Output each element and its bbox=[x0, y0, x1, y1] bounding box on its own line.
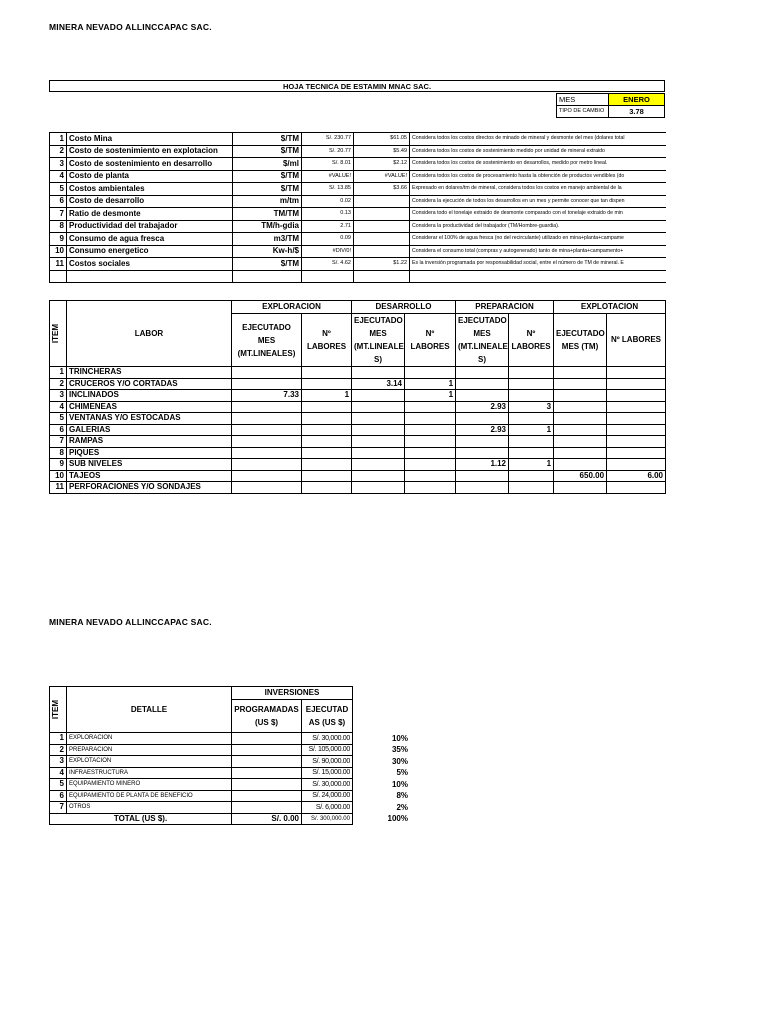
labor-value-d2[interactable] bbox=[405, 470, 456, 482]
param-description: Es la inversión programada por responsabilidad social, entre el número de TM de mineral. E bbox=[410, 258, 666, 271]
inv-percent: 2% bbox=[396, 802, 408, 812]
param-row bbox=[50, 258, 666, 271]
labor-number: 1 bbox=[50, 367, 67, 379]
param-value-sol[interactable]: S/. 20.77 bbox=[302, 145, 354, 158]
param-value-sol[interactable]: S/. 4.62 bbox=[302, 258, 354, 271]
exploracion-ejecutado-header: EJECUTADO MES (MT.LINEALES) bbox=[232, 314, 302, 367]
inv-percent: 10% bbox=[391, 779, 408, 789]
labor-value-d1[interactable] bbox=[352, 424, 405, 436]
labor-name: TRINCHERAS bbox=[67, 367, 232, 379]
labor-name: TAJEOS bbox=[67, 470, 232, 482]
labor-number: 8 bbox=[50, 447, 67, 459]
tipo-cambio-value[interactable]: 3.78 bbox=[609, 106, 665, 118]
labor-value-e1[interactable] bbox=[232, 401, 302, 413]
labor-value-p1[interactable] bbox=[456, 413, 509, 425]
param-value-usd[interactable] bbox=[354, 233, 410, 246]
labor-value-p1[interactable]: 2.93 bbox=[456, 424, 509, 436]
blank-cell bbox=[354, 270, 410, 283]
sheet-title: HOJA TECNICA DE ESTAMIN MNAC SAC. bbox=[49, 80, 665, 92]
inv-name: EQUIPAMIENTO DE PLANTA DE BENEFICIO bbox=[67, 790, 232, 802]
labor-value-d2[interactable] bbox=[405, 424, 456, 436]
param-unit: TM/h-gdia bbox=[233, 220, 302, 233]
param-value-usd[interactable]: $3.66 bbox=[354, 183, 410, 196]
inv-number: 3 bbox=[50, 756, 67, 768]
pct-row bbox=[352, 779, 410, 791]
param-description: Considera el consumo total (compras y autogenerado) tanto de mina+planta+campamento+ bbox=[410, 245, 666, 258]
labor-value-e1[interactable] bbox=[232, 424, 302, 436]
blank-cell bbox=[410, 270, 666, 283]
param-name: Costo de planta bbox=[67, 170, 233, 183]
labor-row bbox=[50, 378, 666, 390]
labor-value-p1[interactable] bbox=[456, 447, 509, 459]
inv-name: PREPARACION bbox=[67, 744, 232, 756]
labor-value-d2[interactable] bbox=[405, 401, 456, 413]
inv-programadas[interactable] bbox=[232, 790, 302, 802]
labor-value-p1[interactable]: 2.93 bbox=[456, 401, 509, 413]
labor-row bbox=[50, 413, 666, 425]
inv-programadas[interactable] bbox=[232, 744, 302, 756]
inv-row bbox=[50, 756, 353, 768]
labor-name: PIQUES bbox=[67, 447, 232, 459]
inv-name: INFRAESTRUCTURA bbox=[67, 767, 232, 779]
labor-value-e2[interactable] bbox=[302, 482, 352, 494]
labor-row bbox=[50, 367, 666, 379]
labor-value-p2[interactable]: 3 bbox=[509, 401, 554, 413]
blank-cell bbox=[302, 270, 354, 283]
labor-value-d1[interactable] bbox=[352, 413, 405, 425]
inv-row bbox=[50, 779, 353, 791]
inv-row bbox=[50, 767, 353, 779]
inv-row bbox=[50, 744, 353, 756]
labor-value-e2[interactable] bbox=[302, 447, 352, 459]
labor-value-d1[interactable]: 3.14 bbox=[352, 378, 405, 390]
labor-value-x2[interactable] bbox=[607, 436, 666, 448]
labor-value-p2[interactable] bbox=[509, 367, 554, 379]
param-row bbox=[50, 145, 666, 158]
param-unit: m/tm bbox=[233, 195, 302, 208]
labor-header: LABOR bbox=[67, 301, 232, 367]
param-unit: $/TM bbox=[233, 170, 302, 183]
mes-label: MES bbox=[557, 94, 609, 106]
mes-table bbox=[556, 93, 665, 118]
labor-value-x2[interactable]: 6.00 bbox=[607, 470, 666, 482]
labor-name: CHIMENEAS bbox=[67, 401, 232, 413]
param-description: Considera la productividad del trabajador (TM/Hombre-guardia). bbox=[410, 220, 666, 233]
labor-value-x1[interactable] bbox=[554, 447, 607, 459]
group-desarrollo: DESARROLLO bbox=[352, 301, 456, 314]
labor-value-e1[interactable]: 7.33 bbox=[232, 390, 302, 402]
labor-value-x1[interactable] bbox=[554, 436, 607, 448]
labor-value-e1[interactable] bbox=[232, 378, 302, 390]
labor-number: 10 bbox=[50, 470, 67, 482]
param-value-usd[interactable] bbox=[354, 208, 410, 221]
labor-value-e2[interactable]: 1 bbox=[302, 390, 352, 402]
param-unit: $/TM bbox=[233, 133, 302, 146]
param-number: 8 bbox=[50, 220, 67, 233]
param-name: Costo de desarrollo bbox=[67, 195, 233, 208]
param-value-sol[interactable]: 2.71 bbox=[302, 220, 354, 233]
labor-value-x1[interactable] bbox=[554, 413, 607, 425]
labor-value-p1[interactable] bbox=[456, 367, 509, 379]
inv-percent: 35% bbox=[391, 745, 408, 755]
param-value-sol[interactable]: #DIV/0! bbox=[302, 245, 354, 258]
param-number: 3 bbox=[50, 158, 67, 171]
inv-programadas[interactable] bbox=[232, 756, 302, 768]
labor-name: PERFORACIONES Y/O SONDAJES bbox=[67, 482, 232, 494]
param-name: Costos ambientales bbox=[67, 183, 233, 196]
param-number: 6 bbox=[50, 195, 67, 208]
labor-row bbox=[50, 459, 666, 471]
labor-row bbox=[50, 482, 666, 494]
inv-name: EXPLOTACION bbox=[67, 756, 232, 768]
param-row bbox=[50, 158, 666, 171]
labor-value-e1[interactable] bbox=[232, 413, 302, 425]
labor-number: 5 bbox=[50, 413, 67, 425]
param-name: Consumo de agua fresca bbox=[67, 233, 233, 246]
labor-number: 7 bbox=[50, 436, 67, 448]
labor-name: INCLINADOS bbox=[67, 390, 232, 402]
labor-name: RAMPAS bbox=[67, 436, 232, 448]
company-name: MINERA NEVADO ALLINCCAPAC SAC. bbox=[49, 22, 212, 32]
param-value-usd[interactable]: $1.22 bbox=[354, 258, 410, 271]
labor-value-x1[interactable] bbox=[554, 459, 607, 471]
param-number: 7 bbox=[50, 208, 67, 221]
param-number: 10 bbox=[50, 245, 67, 258]
inv-ejecutadas[interactable]: S/. 90,000.00 bbox=[302, 756, 353, 768]
inv-number: 2 bbox=[50, 744, 67, 756]
inv-ejecutadas[interactable]: S/. 105,000.00 bbox=[302, 744, 353, 756]
labor-value-d2[interactable] bbox=[405, 367, 456, 379]
param-value-usd[interactable] bbox=[354, 195, 410, 208]
inv-row bbox=[50, 790, 353, 802]
labor-value-x1[interactable] bbox=[554, 378, 607, 390]
param-number: 1 bbox=[50, 133, 67, 146]
param-value-usd[interactable] bbox=[354, 220, 410, 233]
inv-ejecutadas[interactable]: S/. 24,000.00 bbox=[302, 790, 353, 802]
inv-ejecutadas[interactable]: S/. 30,000.00 bbox=[302, 779, 353, 791]
param-number: 2 bbox=[50, 145, 67, 158]
explotacion-ejecutado-header: EJECUTADO MES (TM) bbox=[554, 314, 607, 367]
labor-name: GALERIAS bbox=[67, 424, 232, 436]
param-row bbox=[50, 170, 666, 183]
labor-row bbox=[50, 424, 666, 436]
labor-value-d1[interactable] bbox=[352, 401, 405, 413]
inv-percent: 8% bbox=[396, 791, 408, 801]
group-preparacion: PREPARACION bbox=[456, 301, 554, 314]
labor-value-d1[interactable] bbox=[352, 459, 405, 471]
labor-value-x1[interactable] bbox=[554, 482, 607, 494]
param-description: Considera todos los costos de procesamiento hasta la obtención de productos vendibles (do bbox=[410, 170, 666, 183]
params-table bbox=[49, 132, 666, 283]
labor-value-p2[interactable] bbox=[509, 482, 554, 494]
param-row bbox=[50, 220, 666, 233]
param-number: 5 bbox=[50, 183, 67, 196]
param-unit: Kw-h/$ bbox=[233, 245, 302, 258]
labor-value-e1[interactable] bbox=[232, 459, 302, 471]
param-row bbox=[50, 183, 666, 196]
param-value-sol[interactable]: S/. 13.85 bbox=[302, 183, 354, 196]
inv-percent: 5% bbox=[396, 768, 408, 778]
labor-value-d2[interactable] bbox=[405, 413, 456, 425]
inv-ejecutadas[interactable]: S/. 15,000.00 bbox=[302, 767, 353, 779]
labor-value-p2[interactable] bbox=[509, 470, 554, 482]
inversiones-table bbox=[49, 686, 353, 825]
param-value-usd[interactable]: $2.12 bbox=[354, 158, 410, 171]
labor-value-e1[interactable] bbox=[232, 447, 302, 459]
inv-programadas[interactable] bbox=[232, 802, 302, 814]
inv-row bbox=[50, 802, 353, 814]
explotacion-labores-header: Nº LABORES bbox=[607, 314, 666, 367]
labor-value-x2[interactable] bbox=[607, 401, 666, 413]
param-row bbox=[50, 245, 666, 258]
inv-total-programadas: S/. 0.00 bbox=[232, 813, 302, 825]
inv-number: 7 bbox=[50, 802, 67, 814]
inv-ejecutadas[interactable]: S/. 6,000.00 bbox=[302, 802, 353, 814]
labor-value-e1[interactable] bbox=[232, 436, 302, 448]
labor-value-d2[interactable] bbox=[405, 459, 456, 471]
inv-number: 4 bbox=[50, 767, 67, 779]
param-unit: $/TM bbox=[233, 145, 302, 158]
pct-row bbox=[352, 802, 410, 814]
exploracion-labores-header: Nº LABORES bbox=[302, 314, 352, 367]
labor-row bbox=[50, 447, 666, 459]
labor-row bbox=[50, 436, 666, 448]
inv-name: EXPLORACION bbox=[67, 733, 232, 745]
param-value-usd[interactable] bbox=[354, 245, 410, 258]
param-value-sol[interactable]: S/. 8.01 bbox=[302, 158, 354, 171]
param-row bbox=[50, 233, 666, 246]
labor-row bbox=[50, 401, 666, 413]
inv-name: OTROS bbox=[67, 802, 232, 814]
param-row bbox=[50, 195, 666, 208]
labor-value-p1[interactable] bbox=[456, 482, 509, 494]
labor-value-e2[interactable] bbox=[302, 378, 352, 390]
inv-group-header: INVERSIONES bbox=[232, 687, 353, 700]
labor-number: 11 bbox=[50, 482, 67, 494]
labor-value-x2[interactable] bbox=[607, 459, 666, 471]
inv-number: 6 bbox=[50, 790, 67, 802]
blank-cell bbox=[50, 270, 67, 283]
param-description: Considera la ejecución de todos los desarrollos en un mes y permite conocer que tan dispen bbox=[410, 195, 666, 208]
labor-value-e2[interactable] bbox=[302, 424, 352, 436]
labor-number: 6 bbox=[50, 424, 67, 436]
labor-value-d1[interactable] bbox=[352, 436, 405, 448]
pct-row bbox=[352, 733, 410, 745]
inv-percent: 10% bbox=[391, 733, 408, 743]
pct-row bbox=[352, 768, 410, 780]
labor-value-x1[interactable]: 650.00 bbox=[554, 470, 607, 482]
inv-percent: 30% bbox=[391, 756, 408, 766]
pct-row bbox=[352, 745, 410, 757]
param-unit: TM/TM bbox=[233, 208, 302, 221]
labor-value-e2[interactable] bbox=[302, 367, 352, 379]
param-row bbox=[50, 208, 666, 221]
param-name: Costo Mina bbox=[67, 133, 233, 146]
inv-ejecutadas-header: EJECUTAD AS (US $) bbox=[302, 700, 353, 733]
labor-name: VENTANAS Y/O ESTOCADAS bbox=[67, 413, 232, 425]
labor-value-x2[interactable] bbox=[607, 413, 666, 425]
labor-value-d1[interactable] bbox=[352, 470, 405, 482]
labor-value-p2[interactable] bbox=[509, 436, 554, 448]
param-value-sol[interactable]: 0.13 bbox=[302, 208, 354, 221]
param-description: Considera todos los costos directos de minado de mineral y desmonte del mes (dolares total bbox=[410, 133, 666, 146]
param-name: Productividad del trabajador bbox=[67, 220, 233, 233]
labor-value-x1[interactable] bbox=[554, 390, 607, 402]
desarrollo-ejecutado-header: EJECUTADO MES (MT.LINEALE S) bbox=[352, 314, 405, 367]
labor-value-e2[interactable] bbox=[302, 401, 352, 413]
param-value-usd[interactable]: #VALUE! bbox=[354, 170, 410, 183]
labor-number: 9 bbox=[50, 459, 67, 471]
labor-value-d2[interactable]: 1 bbox=[405, 378, 456, 390]
mes-value[interactable]: ENERO bbox=[609, 94, 665, 106]
labor-name: CRUCEROS Y/O CORTADAS bbox=[67, 378, 232, 390]
param-unit: m3/TM bbox=[233, 233, 302, 246]
company-name-2: MINERA NEVADO ALLINCCAPAC SAC. bbox=[49, 617, 212, 627]
param-description: Expresado en dolares/tm de mineral, considera todos los costos en manejo ambiental de la bbox=[410, 183, 666, 196]
inv-programadas[interactable] bbox=[232, 767, 302, 779]
labor-row bbox=[50, 390, 666, 402]
param-blank-row bbox=[50, 270, 666, 283]
desarrollo-labores-header: Nº LABORES bbox=[405, 314, 456, 367]
param-unit: $/ml bbox=[233, 158, 302, 171]
inv-total-percent: 100% bbox=[387, 814, 408, 824]
param-value-sol[interactable]: S/. 230.77 bbox=[302, 133, 354, 146]
param-description: Considera todos los costos de sostenimiento medido por unidad de mineral extraido bbox=[410, 145, 666, 158]
labor-value-d1[interactable] bbox=[352, 482, 405, 494]
labor-number: 2 bbox=[50, 378, 67, 390]
labor-value-p1[interactable] bbox=[456, 470, 509, 482]
labor-value-x2[interactable] bbox=[607, 367, 666, 379]
inv-programadas[interactable] bbox=[232, 779, 302, 791]
labor-value-x1[interactable] bbox=[554, 424, 607, 436]
labor-value-e2[interactable] bbox=[302, 436, 352, 448]
inv-percent-column bbox=[352, 733, 410, 825]
param-value-usd[interactable]: $5.49 bbox=[354, 145, 410, 158]
param-number: 11 bbox=[50, 258, 67, 271]
inv-total-ejecutadas: S/. 300,000.00 bbox=[302, 813, 353, 825]
tipo-cambio-label: TIPO DE CAMBIO bbox=[557, 106, 609, 118]
inv-total-label: TOTAL (US $). bbox=[50, 813, 232, 825]
inv-total-row bbox=[50, 813, 353, 825]
param-unit: $/TM bbox=[233, 258, 302, 271]
labor-value-d2[interactable] bbox=[405, 436, 456, 448]
param-value-sol[interactable]: #VALUE! bbox=[302, 170, 354, 183]
preparacion-labores-header: Nº LABORES bbox=[509, 314, 554, 367]
labor-number: 3 bbox=[50, 390, 67, 402]
labor-value-p2[interactable] bbox=[509, 447, 554, 459]
labor-value-p1[interactable] bbox=[456, 436, 509, 448]
labor-value-p1[interactable]: 1.12 bbox=[456, 459, 509, 471]
labor-value-d1[interactable] bbox=[352, 390, 405, 402]
labor-value-d2[interactable] bbox=[405, 447, 456, 459]
param-name: Costo de sostenimiento en desarrollo bbox=[67, 158, 233, 171]
group-exploracion: EXPLORACION bbox=[232, 301, 352, 314]
inv-programadas-header: PROGRAMADAS (US $) bbox=[232, 700, 302, 733]
pct-total-row bbox=[352, 814, 410, 826]
group-explotacion: EXPLOTACION bbox=[554, 301, 666, 314]
inv-ejecutadas[interactable]: S/. 30,000.00 bbox=[302, 733, 353, 745]
labor-value-p1[interactable] bbox=[456, 390, 509, 402]
labor-value-e1[interactable] bbox=[232, 470, 302, 482]
blank-cell bbox=[233, 270, 302, 283]
inv-name: EQUIPAMIENTO MINERO bbox=[67, 779, 232, 791]
preparacion-ejecutado-header: EJECUTADO MES (MT.LINEALE S) bbox=[456, 314, 509, 367]
labor-value-p2[interactable]: 1 bbox=[509, 459, 554, 471]
labor-value-x2[interactable] bbox=[607, 390, 666, 402]
inv-detalle-header: DETALLE bbox=[67, 687, 232, 733]
param-value-usd[interactable]: $61.05 bbox=[354, 133, 410, 146]
labor-value-x1[interactable] bbox=[554, 401, 607, 413]
pct-row bbox=[352, 791, 410, 803]
param-description: Considera todos los costos de sostenimiento en desarrollos, medido por metro lineal. bbox=[410, 158, 666, 171]
param-name: Costo de sostenimiento en explotacion bbox=[67, 145, 233, 158]
labor-table bbox=[49, 300, 666, 494]
labor-value-d2[interactable]: 1 bbox=[405, 390, 456, 402]
labor-value-e2[interactable] bbox=[302, 459, 352, 471]
blank-cell bbox=[67, 270, 233, 283]
inv-number: 1 bbox=[50, 733, 67, 745]
labor-value-d1[interactable] bbox=[352, 447, 405, 459]
labor-row bbox=[50, 470, 666, 482]
param-row bbox=[50, 133, 666, 146]
inv-row bbox=[50, 733, 353, 745]
param-name: Costos sociales bbox=[67, 258, 233, 271]
labor-value-p2[interactable] bbox=[509, 378, 554, 390]
param-name: Ratio de desmonte bbox=[67, 208, 233, 221]
labor-value-e1[interactable] bbox=[232, 482, 302, 494]
labor-value-p2[interactable]: 1 bbox=[509, 424, 554, 436]
param-number: 9 bbox=[50, 233, 67, 246]
labor-value-d2[interactable] bbox=[405, 482, 456, 494]
labor-value-e2[interactable] bbox=[302, 413, 352, 425]
labor-value-p2[interactable] bbox=[509, 413, 554, 425]
param-number: 4 bbox=[50, 170, 67, 183]
labor-value-p2[interactable] bbox=[509, 390, 554, 402]
param-description: Considera todo el tonelaje extraido de desmonte comparado con el tonelaje extraido de min bbox=[410, 208, 666, 221]
pct-row bbox=[352, 756, 410, 768]
labor-name: SUB NIVELES bbox=[67, 459, 232, 471]
param-name: Consumo energetico bbox=[67, 245, 233, 258]
labor-value-p1[interactable] bbox=[456, 378, 509, 390]
param-value-sol[interactable]: 0.02 bbox=[302, 195, 354, 208]
labor-number: 4 bbox=[50, 401, 67, 413]
labor-value-e1[interactable] bbox=[232, 367, 302, 379]
labor-value-x1[interactable] bbox=[554, 367, 607, 379]
inv-number: 5 bbox=[50, 779, 67, 791]
labor-value-x2[interactable] bbox=[607, 482, 666, 494]
labor-value-x2[interactable] bbox=[607, 378, 666, 390]
param-unit: $/TM bbox=[233, 183, 302, 196]
labor-value-x2[interactable] bbox=[607, 447, 666, 459]
labor-value-d1[interactable] bbox=[352, 367, 405, 379]
param-description: Considerar el 100% de agua fresca (no del recirculante) utilizado en mina+planta+campame bbox=[410, 233, 666, 246]
inv-programadas[interactable] bbox=[232, 733, 302, 745]
inv-item-header: ITEM bbox=[50, 687, 67, 733]
item-header: ITEM bbox=[50, 301, 67, 367]
param-value-sol[interactable]: 0.09 bbox=[302, 233, 354, 246]
labor-value-x2[interactable] bbox=[607, 424, 666, 436]
labor-value-e2[interactable] bbox=[302, 470, 352, 482]
